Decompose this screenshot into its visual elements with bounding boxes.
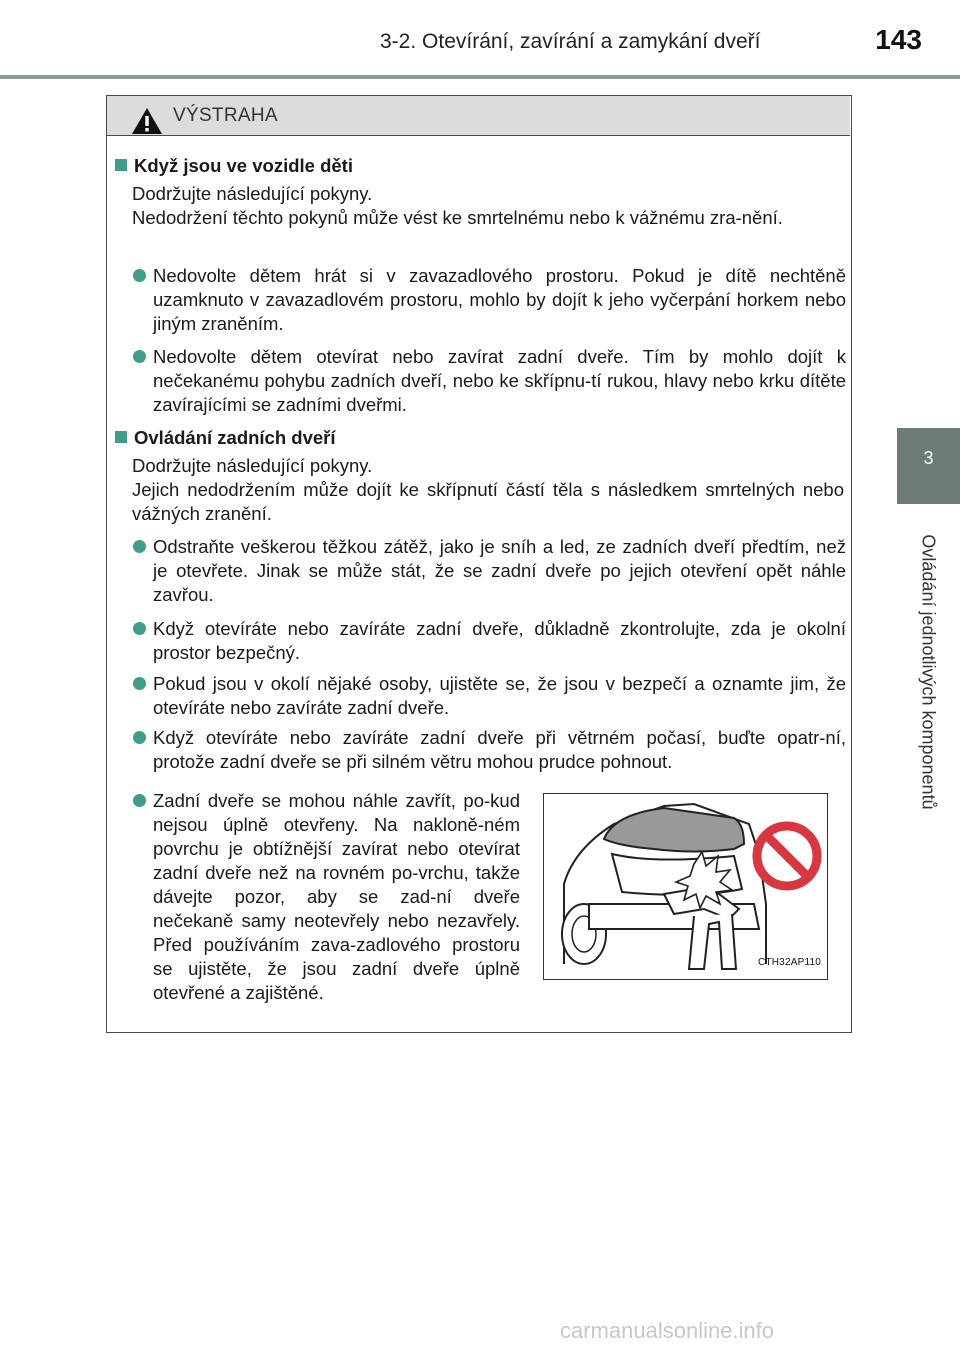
- warning-title: VÝSTRAHA: [173, 105, 278, 126]
- tailgate-illustration: [543, 793, 828, 980]
- bullet-dot-icon: [133, 731, 146, 744]
- section-intro: Dodržujte následující pokyny.: [132, 455, 373, 476]
- bullet-item: Nedovolte dětem otevírat nebo zavírat zadní dveře. Tím by mohlo dojít k nečekanému pohybu zadních dveří, nebo ke skřípnu-tí rukou, hlavy nebo krku dítěte zavírajícími se zadními dveřmi.: [133, 345, 846, 417]
- square-bullet-icon: [115, 431, 127, 443]
- section-title: 3-2. Otevírání, zavírání a zamykání dveří: [380, 30, 761, 53]
- bullet-item: Zadní dveře se mohou náhle zavřít, po-kud nejsou úplně otevřeny. Na nakloně-ném povrchu je obtížnější zavírat nebo otevírat zadní dveře než na rovném po-vrchu, takže dávejte pozor, aby se zad-ní dveře nečekaně samy neotevřely nebo nezavřely. Před používáním zava-zadlového prostoru se ujistěte, že jsou zadní dveře úplně otevřené a zajištěné.: [133, 789, 520, 1005]
- figure-code: CTH32AP110: [758, 957, 821, 968]
- square-bullet-icon: [115, 159, 127, 171]
- warning-box: [106, 95, 852, 1033]
- chapter-title: Ovládání jednotlivých komponentů: [918, 534, 939, 810]
- bullet-dot-icon: [133, 677, 146, 690]
- header-rule: [0, 75, 960, 79]
- page-number: 143: [875, 24, 922, 55]
- section-heading: Ovládání zadních dveří: [115, 426, 835, 450]
- chapter-number: 3: [923, 448, 934, 468]
- bullet-dot-icon: [133, 540, 146, 553]
- section-intro: Dodržujte následující pokyny.: [132, 183, 373, 204]
- chapter-tab[interactable]: [897, 428, 960, 504]
- warning-triangle-icon: [131, 107, 163, 135]
- chapter-title-area: [897, 504, 960, 840]
- bullet-item: Když otevíráte nebo zavíráte zadní dveře při větrném počasí, buďte opatr-ní, protože zadní dveře se při silném větru mohou prudce pohnout.: [133, 726, 846, 774]
- warning-header: [107, 96, 850, 136]
- section-intro: Jejich nedodržením může dojít ke skřípnutí částí těla s následkem smrtelných nebo vážných zranění.: [132, 479, 844, 524]
- bullet-dot-icon: [133, 269, 146, 282]
- section-heading: Když jsou ve vozidle děti: [115, 154, 835, 178]
- bullet-item: Odstraňte veškerou těžkou zátěž, jako je sníh a led, ze zadních dveří předtím, než je otevřete. Jinak se může stát, že se zadní dveře po jejich otevření opět náhle zavřou.: [133, 535, 846, 607]
- section-intro: Nedodržení těchto pokynů může vést ke smrtelnému nebo k vážnému zra-nění.: [132, 207, 783, 228]
- bullet-dot-icon: [133, 350, 146, 363]
- bullet-item: Když otevíráte nebo zavíráte zadní dveře, důkladně zkontrolujte, zda je okolní prostor bezpečný.: [133, 617, 846, 665]
- bullet-item: Pokud jsou v okolí nějaké osoby, ujistěte se, že jsou v bezpečí a oznamte jim, že otevíráte nebo zavíráte zadní dveře.: [133, 672, 846, 720]
- bullet-item: Nedovolte dětem hrát si v zavazadlového prostoru. Pokud je dítě nechtěně uzamknuto v zavazadlovém prostoru, mohlo by dojít k jeho vyčerpání horkem nebo jiným zraněním.: [133, 264, 846, 336]
- watermark: carmanualsonline.info: [560, 1318, 775, 1343]
- bullet-dot-icon: [133, 794, 146, 807]
- bullet-dot-icon: [133, 622, 146, 635]
- page-header: [0, 0, 960, 78]
